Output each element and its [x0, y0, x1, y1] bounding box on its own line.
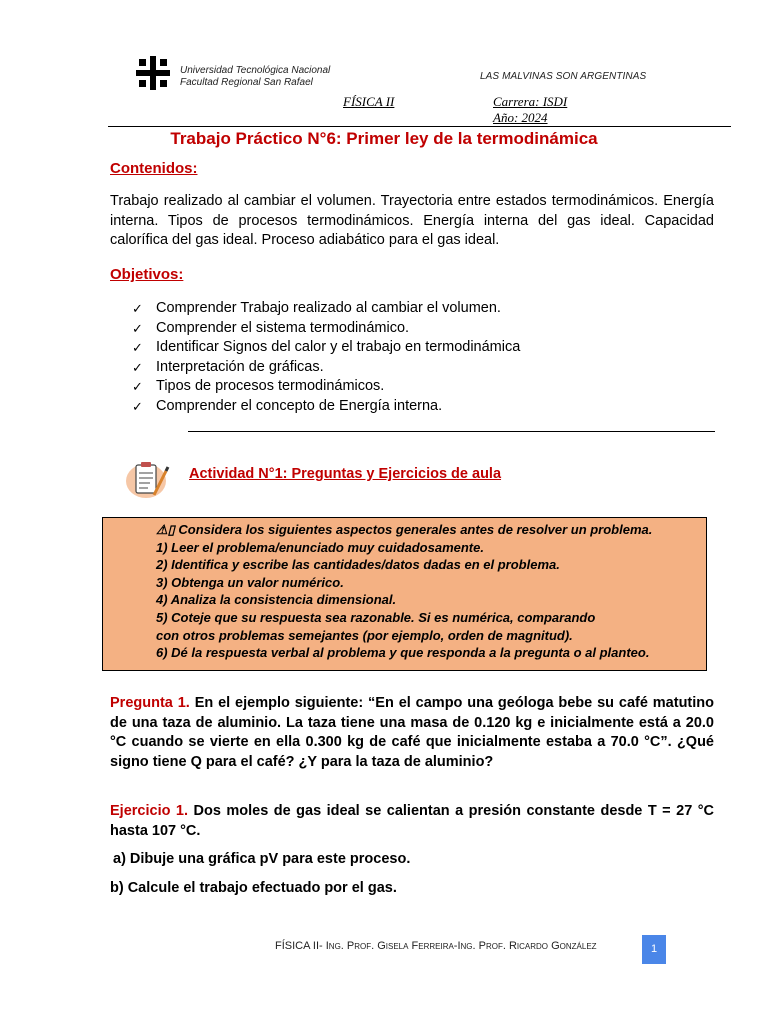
- ejercicio-1: [110, 802, 714, 841]
- subject-label: FÍSICA II: [343, 94, 395, 109]
- list-item: [132, 377, 520, 397]
- guideline-line: 4) Analiza la consistencia dimensional.: [156, 592, 397, 608]
- ejercicio-text: Dos moles de gas ideal se calientan a presión constante desde T = 27 °C hasta 107 °C.: [110, 803, 715, 839]
- guidelines-text: [156, 521, 652, 662]
- objetivo-text: Interpretación de gráficas.: [156, 358, 324, 375]
- objetivos-heading: Objetivos:: [110, 266, 184, 283]
- ejercicio-part-b: b) Calcule el trabajo efectuado por el gas.: [110, 880, 397, 896]
- contenidos-heading: Contenidos:: [110, 160, 198, 177]
- list-item: [132, 338, 520, 358]
- ejercicio-label: Ejercicio 1.: [110, 803, 189, 819]
- objetivo-text: Comprender el concepto de Energía interna.: [156, 397, 443, 414]
- list-item: [132, 397, 520, 417]
- objetivo-text: Comprender Trabajo realizado al cambiar el volumen.: [156, 300, 501, 316]
- pregunta-label: Pregunta 1.: [110, 695, 190, 711]
- guideline-line: 1) Leer el problema/enunciado muy cuidadosamente.: [156, 539, 484, 555]
- check-icon: ✓: [132, 379, 143, 394]
- check-icon: ✓: [132, 340, 143, 355]
- actividad-title: Actividad N°1: Preguntas y Ejercicios de aula: [189, 466, 502, 482]
- page-number-badge: 1: [642, 935, 666, 964]
- guideline-line: 6) Dé la respuesta verbal al problema y que responda a la pregunta o al planteo.: [156, 645, 650, 661]
- list-item: [132, 319, 520, 339]
- check-icon: ✓: [132, 359, 143, 375]
- utn-logo-icon: [136, 56, 170, 90]
- section-divider: [188, 431, 715, 432]
- list-item: [132, 358, 520, 378]
- guideline-line: 2) Identifica y escribe las cantidades/datos dadas en el problema.: [156, 557, 560, 573]
- objetivo-text: Comprender el sistema termodinámico.: [156, 319, 410, 336]
- ejercicio-part-a: a) Dibuje una gráfica pV para este proceso.: [113, 851, 411, 867]
- check-icon: ✓: [132, 301, 143, 316]
- check-icon: ✓: [132, 398, 143, 414]
- slogan: LAS MALVINAS SON ARGENTINAS: [480, 71, 647, 82]
- career-info: [493, 94, 567, 126]
- year-label: Año: 2024: [493, 110, 548, 125]
- guideline-line: 5) Coteje que su respuesta sea razonable. Si es numérica, comparando: [156, 609, 596, 625]
- faculty-line: Facultad Regional San Rafael: [180, 77, 313, 88]
- footer-text: [275, 940, 597, 952]
- guideline-line: [156, 521, 652, 539]
- objetivo-text: Tipos de procesos termodinámicos.: [156, 378, 385, 394]
- contenidos-text: Trabajo realizado al cambiar el volumen. Trayectoria entre estados termodinámicos. Energía interna. Tipos de procesos termodinámicos. Energía interna del gas ideal. Capacidad calorífica del gas ideal. Proceso adiabático para el gas ideal.: [110, 193, 714, 248]
- pregunta-1: [110, 694, 714, 772]
- objetivo-text: Identificar Signos del calor y el trabajo en termodinámica: [156, 339, 521, 355]
- page-title: Trabajo Práctico N°6: Primer ley de la termodinámica: [170, 129, 598, 148]
- guideline-intro: Considera los siguientes aspectos generales antes de resolver un problema.: [178, 522, 653, 537]
- objetivos-list: [132, 299, 520, 416]
- header-divider: [108, 126, 731, 127]
- guideline-line: 3) Obtenga un valor numérico.: [156, 574, 344, 590]
- guideline-line: con otros problemas semejantes (por ejemplo, orden de magnitud).: [156, 627, 573, 643]
- university-name: [180, 65, 330, 89]
- career-label: Carrera: ISDI: [493, 94, 568, 109]
- warning-icon: ⚠︎▯: [156, 522, 179, 537]
- footer-line: FÍSICA II- Ing. Prof. Gisela Ferreira-Ing. Prof. Ricardo González: [275, 940, 597, 952]
- check-icon: ✓: [132, 320, 143, 336]
- university-line: Universidad Tecnológica Nacional: [180, 65, 331, 76]
- list-item: [132, 299, 520, 319]
- pregunta-text: En el ejemplo siguiente: “En el campo una geóloga bebe su café matutino de una taza de aluminio. La taza tiene una masa de 0.120 kg e inicialmente está a 20.0 °C cuando se vierte en ella 0.300 kg de café que inicialmente estaba a 70.0 °C”. ¿Qué signo tiene Q para el café? ¿Y para la taza de aluminio?: [110, 695, 714, 770]
- clipboard-task-icon: [124, 457, 174, 501]
